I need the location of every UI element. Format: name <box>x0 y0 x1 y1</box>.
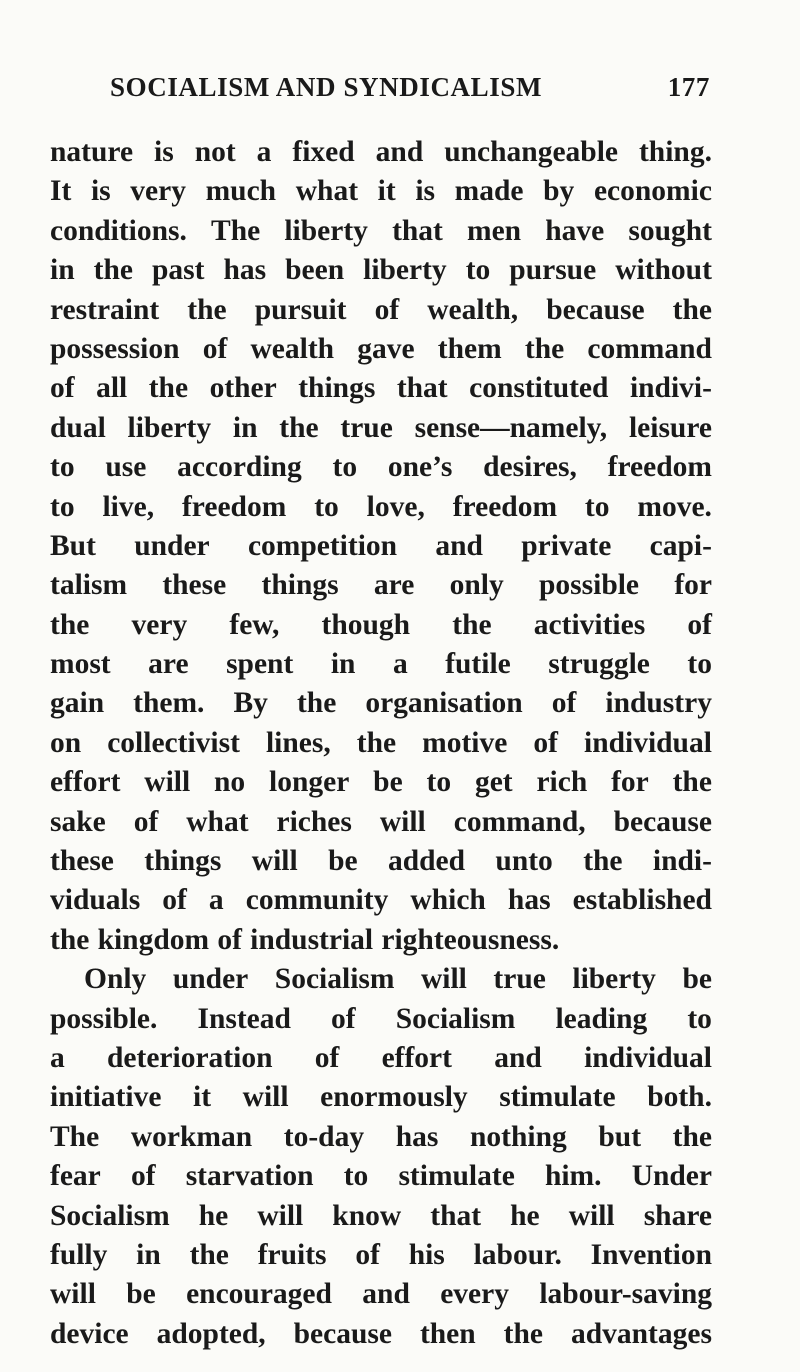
word: which <box>410 884 486 917</box>
word: without <box>615 254 712 287</box>
word: to <box>332 451 358 484</box>
text-line <box>50 606 712 645</box>
word: freedom <box>607 451 712 484</box>
word: industry <box>605 687 712 720</box>
word: because <box>546 293 645 326</box>
word: very <box>130 175 186 208</box>
word: the <box>50 608 90 641</box>
word: the <box>503 1317 543 1350</box>
text-line <box>50 1118 712 1157</box>
text-line <box>50 1275 712 1314</box>
word: nothing <box>470 1120 567 1153</box>
word: economic <box>593 175 712 208</box>
text-line <box>50 527 712 566</box>
text-line <box>50 409 712 448</box>
text-line <box>50 1236 712 1275</box>
word: constituted <box>469 372 609 405</box>
word: the <box>296 687 337 720</box>
text-line <box>50 881 712 920</box>
word: advantages <box>570 1317 712 1350</box>
word: because <box>293 1317 392 1350</box>
word: will <box>568 1199 615 1232</box>
word: enormously <box>320 1081 468 1114</box>
text-line <box>50 724 712 763</box>
word: workman <box>130 1120 253 1153</box>
word: nature <box>50 136 134 168</box>
word: the <box>672 766 712 799</box>
word: what <box>295 175 359 208</box>
word: riches <box>276 805 352 838</box>
word: get <box>474 766 513 799</box>
text-line <box>50 330 712 369</box>
word: no <box>214 766 246 799</box>
page-number: 177 <box>667 72 710 102</box>
word: indivi- <box>629 372 712 405</box>
word: and <box>494 1041 542 1074</box>
word: of <box>355 1238 380 1271</box>
word: the <box>187 293 227 326</box>
word: most <box>50 648 111 681</box>
text-line <box>50 1078 712 1117</box>
word: conditions. <box>50 214 187 247</box>
word: gain <box>50 687 105 720</box>
word: leading <box>555 1002 648 1035</box>
word: pursuit <box>254 293 347 326</box>
word: a <box>392 648 408 681</box>
word: it <box>193 1081 212 1114</box>
word: the <box>672 293 712 326</box>
text-line <box>50 1157 712 1196</box>
word: then <box>419 1317 476 1350</box>
word: be <box>126 1278 156 1311</box>
word: labour-saving <box>539 1278 712 1311</box>
word: a <box>256 136 272 168</box>
word: thing. <box>638 136 712 168</box>
word: these <box>50 845 114 878</box>
word: organisation <box>365 687 523 720</box>
text-line <box>50 212 712 251</box>
word: private <box>521 529 612 562</box>
word: liberty <box>572 963 656 996</box>
word: be <box>328 845 358 878</box>
text-line <box>50 763 712 802</box>
word: every <box>440 1278 509 1311</box>
word: is <box>90 175 111 208</box>
word: added <box>387 845 466 878</box>
word: of <box>374 293 400 326</box>
word: possible <box>539 569 640 602</box>
word: will <box>144 766 191 799</box>
word: liberty <box>363 254 447 287</box>
word: in <box>136 1238 161 1271</box>
word: leisure <box>628 411 712 444</box>
word: to <box>687 648 712 681</box>
word: been <box>285 254 345 287</box>
word: the <box>672 1120 712 1153</box>
text-line <box>50 172 712 211</box>
word: It <box>50 175 72 208</box>
word: has <box>395 1120 439 1153</box>
word: adopted, <box>156 1317 266 1350</box>
word: command <box>587 332 712 365</box>
text-line <box>50 1197 712 1236</box>
word: fully <box>50 1238 108 1271</box>
word: on <box>50 726 82 759</box>
word: device <box>50 1317 129 1350</box>
word: things <box>261 569 339 602</box>
word: and <box>375 136 424 168</box>
text-line <box>50 566 712 605</box>
word: capi- <box>649 529 712 562</box>
word: the <box>452 608 492 641</box>
word: Socialism <box>50 1199 170 1232</box>
word: of <box>50 372 75 405</box>
word: move. <box>637 490 712 523</box>
word: futile <box>445 648 511 681</box>
word: collectivist <box>107 726 240 759</box>
word: dual <box>50 411 106 444</box>
word: encouraged <box>186 1278 332 1311</box>
word: will <box>242 1081 289 1114</box>
word: Socialism <box>395 1002 516 1035</box>
word: kingdom <box>97 923 210 956</box>
word: community <box>245 884 389 917</box>
word: the <box>93 254 133 287</box>
word: sense—namely, <box>414 411 608 444</box>
word: initiative <box>50 1081 162 1114</box>
word: spent <box>226 648 294 681</box>
word: of <box>130 1160 156 1193</box>
word: not <box>194 136 236 168</box>
word: lines, <box>265 726 331 759</box>
word: to <box>50 490 75 523</box>
word: effort <box>50 766 121 799</box>
word: sought <box>628 214 712 247</box>
word: true <box>493 963 546 996</box>
word: unto <box>495 845 553 878</box>
word: starvation <box>185 1160 314 1193</box>
word: them. <box>133 687 205 720</box>
word: Invention <box>590 1238 712 1271</box>
text-line <box>50 1315 712 1354</box>
text-line <box>50 251 712 290</box>
word: in <box>50 254 75 287</box>
word: because <box>613 805 712 838</box>
word: of <box>314 1041 340 1074</box>
text-line <box>50 133 712 172</box>
word: will <box>251 845 298 878</box>
word: though <box>321 608 411 641</box>
word: past <box>151 254 205 287</box>
word: fruits <box>257 1238 327 1271</box>
running-head <box>110 72 710 112</box>
word: wealth <box>250 332 335 365</box>
word: and <box>435 529 483 562</box>
word: the <box>524 332 565 365</box>
word: be <box>373 766 403 799</box>
text-line-paragraph-end <box>50 921 712 960</box>
word: other <box>209 372 277 405</box>
word: share <box>643 1199 712 1232</box>
word: use <box>105 451 147 484</box>
word: liberty <box>284 214 368 247</box>
word: the <box>356 726 397 759</box>
word: stimulate <box>499 1081 616 1114</box>
text-line <box>50 448 712 487</box>
word: but <box>598 1120 642 1153</box>
word: indi- <box>652 845 712 878</box>
word: a <box>50 1041 65 1074</box>
word: labour. <box>473 1238 562 1271</box>
word: that <box>392 214 443 247</box>
word: both. <box>647 1081 712 1114</box>
word: pursue <box>509 254 597 287</box>
word: But <box>50 529 96 562</box>
word: desires, <box>483 451 577 484</box>
word: stimulate <box>398 1160 515 1193</box>
word: according <box>177 451 302 484</box>
body-text <box>50 133 712 1354</box>
text-line <box>50 291 712 330</box>
word: to <box>426 766 452 799</box>
text-line <box>50 1000 712 1039</box>
word: activities <box>533 608 646 641</box>
running-title: SOCIALISM AND SYNDICALISM <box>110 72 543 102</box>
word: deterioration <box>107 1041 273 1074</box>
word: Only <box>84 963 147 996</box>
word: of <box>202 332 228 365</box>
word: of <box>133 805 159 838</box>
word: viduals <box>50 884 141 917</box>
word: to-day <box>283 1120 365 1153</box>
word: one’s <box>387 451 453 484</box>
word: to <box>314 490 339 523</box>
word: freedom <box>452 490 558 523</box>
word: the <box>148 372 189 405</box>
word: established <box>572 884 712 917</box>
text-line <box>50 645 712 684</box>
word: Under <box>631 1160 712 1193</box>
word: of <box>162 884 187 917</box>
word: individual <box>584 1041 712 1074</box>
word: men <box>467 214 522 247</box>
word: things <box>298 372 376 405</box>
word: under <box>172 963 249 996</box>
word: restraint <box>50 293 160 326</box>
word: has <box>507 884 551 917</box>
word: competition <box>247 529 398 562</box>
word: to <box>50 451 75 484</box>
word: the <box>583 845 623 878</box>
word: has <box>223 254 267 287</box>
word: will <box>420 963 467 996</box>
word: will <box>379 805 426 838</box>
word: individual <box>584 726 712 759</box>
text-line <box>50 842 712 881</box>
word: will <box>257 1199 304 1232</box>
word: all <box>96 372 128 405</box>
text-line <box>50 803 712 842</box>
word: by <box>543 175 575 208</box>
word: a <box>208 884 224 917</box>
word: effort <box>381 1041 452 1074</box>
word: Socialism <box>274 963 395 996</box>
word: longer <box>269 766 350 799</box>
word: his <box>408 1238 445 1271</box>
word: only <box>449 569 504 602</box>
word: By <box>233 687 268 720</box>
word: possession <box>50 332 180 365</box>
word: true <box>340 411 393 444</box>
word: to <box>343 1160 369 1193</box>
word: things <box>144 845 222 878</box>
word: to <box>584 490 610 523</box>
word: talism <box>50 569 128 602</box>
text-line <box>50 684 712 723</box>
word: under <box>134 529 210 562</box>
word: sake <box>50 805 106 838</box>
word: wealth, <box>427 293 519 326</box>
word: command, <box>453 805 586 838</box>
word: of <box>551 687 577 720</box>
word: unchangeable <box>444 136 618 168</box>
word: in <box>330 648 356 681</box>
word: of <box>687 608 712 641</box>
word: the <box>50 923 90 956</box>
word: be <box>682 963 712 996</box>
word: the <box>279 411 319 444</box>
text-line <box>50 488 712 527</box>
word: he <box>198 1199 229 1232</box>
word: The <box>211 214 261 247</box>
word: freedom <box>181 490 287 523</box>
word: rich <box>536 766 588 799</box>
text-line <box>50 369 712 408</box>
word: is <box>415 175 436 208</box>
word: of <box>533 726 558 759</box>
word: motive <box>422 726 508 759</box>
word: that <box>396 372 448 405</box>
word: struggle <box>548 648 650 681</box>
word: for <box>611 766 649 799</box>
word: much <box>205 175 277 208</box>
word: industrial <box>250 923 374 956</box>
word: will <box>50 1278 96 1311</box>
word: is <box>154 136 174 168</box>
word: it <box>377 175 396 208</box>
word: and <box>362 1278 410 1311</box>
word: him. <box>544 1160 602 1193</box>
word: love, <box>366 490 425 523</box>
word: to <box>465 254 491 287</box>
word: possible. <box>50 1002 158 1035</box>
word: he <box>510 1199 540 1232</box>
word: the <box>189 1238 229 1271</box>
word: are <box>148 648 189 681</box>
word: fixed <box>292 136 355 168</box>
word: are <box>373 569 415 602</box>
word: them <box>437 332 502 365</box>
word: to <box>687 1002 712 1035</box>
word: liberty <box>127 411 212 444</box>
word: in <box>232 411 258 444</box>
word: what <box>186 805 249 838</box>
word: live, <box>102 490 155 523</box>
word: that <box>430 1199 482 1232</box>
word: righteousness. <box>381 923 560 956</box>
word: of <box>331 1002 356 1035</box>
word: know <box>332 1199 402 1232</box>
word: The <box>50 1120 100 1153</box>
word: these <box>162 569 227 602</box>
word: made <box>454 175 524 208</box>
word: few, <box>229 608 280 641</box>
text-line <box>50 1039 712 1078</box>
word: very <box>131 608 188 641</box>
word: gave <box>357 332 415 365</box>
word: Instead <box>197 1002 291 1035</box>
word: of <box>217 923 242 956</box>
word: have <box>545 214 605 247</box>
word: for <box>674 569 712 602</box>
text-line-paragraph-start <box>50 960 712 999</box>
word: fear <box>50 1160 101 1193</box>
